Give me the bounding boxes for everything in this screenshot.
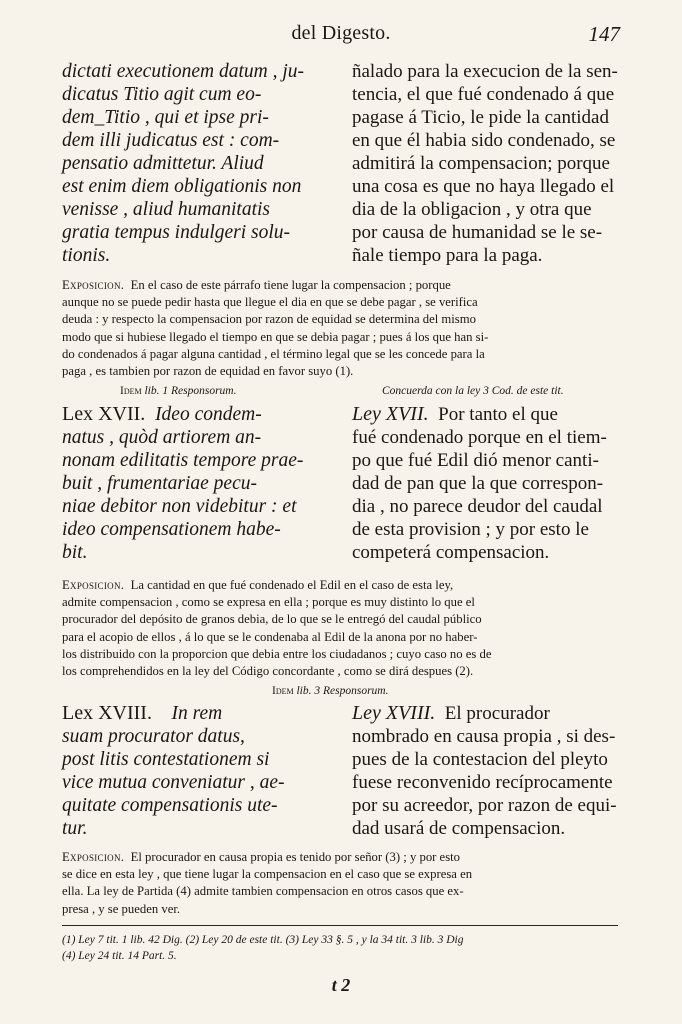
exposition-1 <box>62 277 618 380</box>
latin-column-3 <box>62 702 334 840</box>
latin-line: suam procurator datus, <box>62 726 245 747</box>
latin-line: est enim diem obligationis non <box>62 176 302 197</box>
latin-column-2 <box>62 403 334 564</box>
latin-column-1 <box>62 60 334 267</box>
latin-line: gratia tempus indulgeri solu- <box>62 222 291 243</box>
latin-line: ideo compensationem habe- <box>62 519 281 540</box>
latin-line: tionis. <box>62 245 111 266</box>
footnotes <box>62 932 622 964</box>
spanish-line: por su acreedor, por razon de equi- <box>352 795 617 816</box>
law-number-spanish: Ley XVIII. <box>352 702 436 724</box>
exposition-line: los distribuido con la proporcion que debia entre los ciudadanos ; cuyo caso no es de <box>62 646 492 661</box>
spanish-line: admitirá la compensacion; porque <box>352 153 610 174</box>
law-number-latin: Lex XVIII. <box>62 702 152 724</box>
running-header <box>60 22 622 48</box>
spanish-line: fué condenado porque en el tiem- <box>352 427 607 448</box>
latin-line: natus , quòd artiorem an- <box>62 427 262 448</box>
latin-line: post litis contestationem si <box>62 749 270 770</box>
latin-line: venisse , aliud humanitatis <box>62 199 270 220</box>
source-note-3: Idem lib. 3 Responsorum. <box>272 685 389 697</box>
spanish-line: nombrado en causa propia , si des- <box>352 726 616 747</box>
spanish-line: competerá compensacion. <box>352 542 550 563</box>
latin-line: quitate compensationis ute- <box>62 795 278 816</box>
exposition-line: los comprehendidos en la ley del Código concordante , como se dirá despues (2). <box>62 664 474 679</box>
law-number-latin: Lex XVII. <box>62 403 146 425</box>
exposition-label: Exposicion. <box>62 850 125 864</box>
spanish-line: ñalado para la execucion de la sen- <box>352 61 618 82</box>
exposition-line: modo que si hubiese llegado el tiempo en que se debia pagar ; pues á los que han si- <box>62 329 489 344</box>
exposition-2 <box>62 577 618 680</box>
latin-line: tur. <box>62 818 88 839</box>
spanish-line: por causa de humanidad se le se- <box>352 222 603 243</box>
latin-line: niae debitor non videbitur : et <box>62 496 297 517</box>
latin-line: bit. <box>62 542 88 563</box>
spanish-line: dad usará de compensacion. <box>352 818 566 839</box>
exposition-line: ella. La ley de Partida (4) admite tambien compensacion en otros casos que ex- <box>62 884 464 899</box>
spanish-column-1 <box>352 60 630 267</box>
exposition-label: Exposicion. <box>62 278 125 292</box>
footnote-line: (1) Ley 7 tit. 1 lib. 42 Dig. (2) Ley 20 de este tit. (3) Ley 33 §. 5 , y la 34 tit. 3 lib. 3 Dig <box>62 934 464 946</box>
exposition-line: admite compensacion , como se expresa en ella ; porque es muy distinto lo que el <box>62 595 475 610</box>
text-block-1 <box>62 60 622 270</box>
exposition-line: procurador del depósito de granos debia, de lo que se le entregó del caudal público <box>62 612 482 627</box>
exposition-line: do condenados á pagar alguna cantidad , el término legal que se les concede para la <box>62 346 485 361</box>
exposition-line: aunque no se puede pedir hasta que llegue el dia en que se debe pagar , se verifica <box>62 295 478 310</box>
spanish-column-2 <box>352 403 630 564</box>
exposition-line: paga , es tambien por razon de equidad en favor suyo (1). <box>62 364 354 379</box>
spanish-line: pues de la contestacion del pleyto <box>352 749 608 770</box>
spanish-line: po que fué Edil dió menor canti- <box>352 450 599 471</box>
spanish-column-3 <box>352 702 630 840</box>
latin-line: vice mutua conveniatur , ae- <box>62 772 285 793</box>
exposition-line: se dice en esta ley , que tiene lugar la compensacion en el caso que se expresa en <box>62 867 473 882</box>
spanish-line: ñale tiempo para la paga. <box>352 245 543 266</box>
page-header-title: del Digesto. <box>291 22 391 44</box>
spanish-line: Ley XVII. Por tanto el que <box>352 403 558 425</box>
exposition-line: Exposicion. La cantidad en que fué condenado el Edil en el caso de esta ley, <box>62 578 454 592</box>
exposition-label: Exposicion. <box>62 578 125 592</box>
latin-line: dictati executionem datum , ju- <box>62 61 305 82</box>
latin-line: pensatio admittetur. Aliud <box>62 153 264 174</box>
exposition-line: para el acopio de ellos , á lo que se le condenaba al Edil de la anona por no haber- <box>62 629 478 644</box>
spanish-line: en que él habia sido condenado, se <box>352 130 616 151</box>
spanish-line: dia de la obligacion , y otra que <box>352 199 592 220</box>
signature-mark: t 2 <box>331 975 351 995</box>
latin-line: Lex XVIII. In rem <box>62 702 223 724</box>
latin-line: Lex XVII. Ideo condem- <box>62 403 262 425</box>
footnote-rule <box>62 925 618 926</box>
text-block-2 <box>62 403 622 573</box>
footnote-line: (4) Ley 24 tit. 14 Part. 5. <box>62 950 177 962</box>
exposition-line: deuda : y respecto la compensacion por razon de equidad se determina del mismo <box>62 312 476 327</box>
exposition-line: Exposicion. En el caso de este párrafo tiene lugar la compensacion ; porque <box>62 278 451 292</box>
spanish-line: una cosa es que no haya llegado el <box>352 176 615 197</box>
latin-line: dicatus Titio agit cum eo- <box>62 84 262 105</box>
latin-line: dem_Titio , qui et ipse pri- <box>62 107 269 128</box>
exposition-line: presa , y se pueden ver. <box>62 901 181 916</box>
exposition-3 <box>62 849 618 918</box>
source-note-left: Idem lib. 1 Responsorum. <box>120 385 237 397</box>
spanish-line: dad de pan que la que correspon- <box>352 473 604 494</box>
law-number-spanish: Ley XVII. <box>352 403 429 425</box>
spanish-line: tencia, el que fué condenado á que <box>352 84 615 105</box>
latin-line: buit , frumentariae pecu- <box>62 473 257 494</box>
spanish-line: fuese reconvenido recíprocamente <box>352 772 613 793</box>
spanish-line: de esta provision ; y por esto le <box>352 519 589 540</box>
exposition-line: Exposicion. El procurador en causa propia es tenido por señor (3) ; y por esto <box>62 850 460 864</box>
page-number: 147 <box>588 22 620 46</box>
concordance-note: Concuerda con la ley 3 Cod. de este tit. <box>382 385 564 397</box>
spanish-line: Ley XVIII. El procurador <box>352 702 550 724</box>
latin-line: nonam edilitatis tempore prae- <box>62 450 304 471</box>
spanish-line: dia , no parece deudor del caudal <box>352 496 603 517</box>
latin-line: dem illi judicatus est : com- <box>62 130 280 151</box>
spanish-line: pagase á Ticio, le pide la cantidad <box>352 107 609 128</box>
text-block-3 <box>62 702 622 847</box>
